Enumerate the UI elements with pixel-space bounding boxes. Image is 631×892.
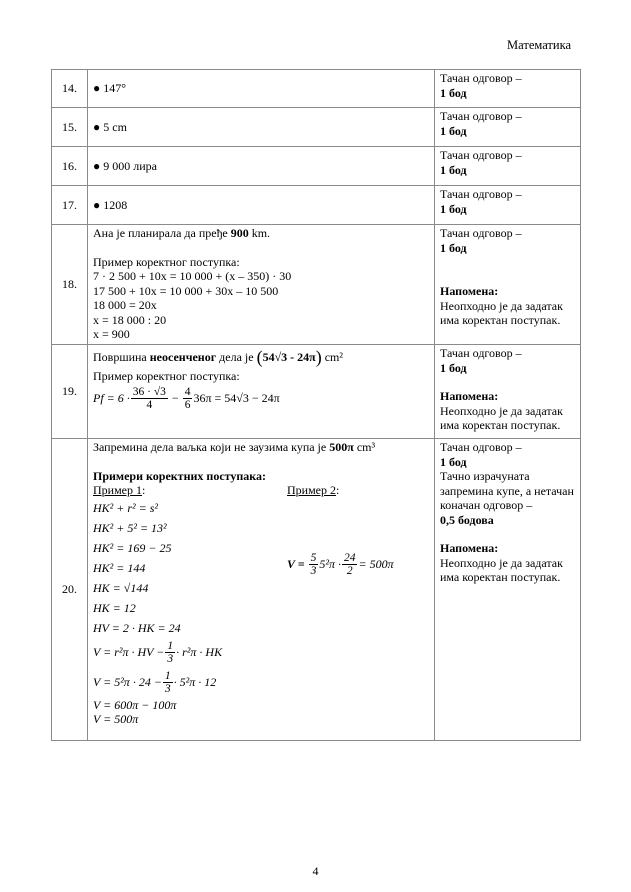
solution-step: x = 900 [93, 327, 130, 341]
points-cell: Тачан одговор – 1 бод [435, 147, 581, 186]
task-number: 19. [52, 345, 88, 439]
table-row [52, 345, 581, 439]
points-cell: Тачан одговор – 1 бод Напомена: Неопходно је да задатак има коректан поступак. [435, 345, 581, 439]
task-number: 20. [52, 439, 88, 741]
points-cell: Тачан одговор – 1 бод [435, 70, 581, 108]
answer-cell: ● 9 000 лира [88, 147, 435, 186]
table-row [52, 70, 581, 108]
answer-cell: Ана је планирала да пређе 900 km. Пример коректног поступка: 7 · 2 500 + 10x = 10 000 + (x – 350) · 30 17 500 + 10x = 10 000 + 30x – 10 500 18 000 = 20x x = 18 000 : 20 x = 900 [88, 225, 435, 345]
points-cell: Тачан одговор – 1 бод [435, 186, 581, 225]
partial-credit-points: 0,5 бодова [440, 512, 494, 527]
example-2: Пример 2: V = $\frac{5}{3}$ 5²π · $\frac{24}{2}$ = 500π [287, 483, 394, 577]
points-cell: Тачан одговор – 1 бод [435, 108, 581, 147]
answer-cell: Запремина дела ваљка који не заузима купа је 500π cm³ Примери коректних поступака: Пример 1: HK² + r² = s² HK² + 5² = 13² HK² = 169 − 25 HK² = 144 HK = √144 HK = 12 HV = 2 · HK = 24 V = r²π · HV − $\frac{1}{3}$ · r²π · HK V = 5²π · 24 − $\frac{1}{3}$ · 5²π · 12 V = 600π − 100π V = 500π Пример 2: V = $\frac{5}{3}$ 5²π · $\frac{24}{2}$ = 500π [88, 439, 435, 741]
formula: Pf = 6 · $\frac{36 \cdot √3}{4}$ − $\frac{4}{6}$ 36π = 54√3 − 24π [93, 385, 280, 411]
table-row [52, 439, 581, 741]
task-number: 18. [52, 225, 88, 345]
points-cell: Тачан одговор – 1 бод Напомена: Неопходно је да задатак има коректан поступак. [435, 225, 581, 345]
examples-label: Примери коректних поступака: [93, 468, 267, 483]
partial-credit-text: Тачно израчуната запремина купе, а нетачан коначан одговор – [440, 469, 574, 512]
answer-value: 54√3 - 24π [262, 350, 316, 364]
note-label: Напомена: [440, 284, 499, 298]
task-number: 15. [52, 108, 88, 147]
task-number: 16. [52, 147, 88, 186]
task-number: 17. [52, 186, 88, 225]
solution-step: x = 18 000 : 20 [93, 312, 167, 327]
page-header-subject: Математика [507, 38, 571, 52]
table-row [52, 225, 581, 345]
page-number: 4 [312, 864, 319, 878]
answer-cell: ● 5 cm [88, 108, 435, 147]
solution-step: 18 000 = 20x [93, 298, 157, 312]
solution-step: 17 500 + 10x = 10 000 + 30x – 10 500 [93, 283, 279, 298]
note-text: Неопходно је да задатак има коректан поступак. [440, 555, 563, 584]
task-number: 14. [52, 70, 88, 108]
answer-cell: Површина неосенченог дела је (54√3 - 24π) cm² Пример коректног поступка: Pf = 6 · $\frac{36 \cdot √3}{4}$ − $\frac{4}{6}$ 36π = 54√3 − 24π [88, 345, 435, 439]
example-label: Пример коректног поступка: [93, 368, 240, 383]
table-row [52, 108, 581, 147]
note-label: Напомена: [440, 389, 499, 403]
answer-key-table [51, 69, 581, 741]
note-label: Напомена: [440, 541, 499, 555]
note-text: Неопходно је да задатак има коректан поступак. [440, 298, 563, 327]
points-cell: Тачан одговор – 1 бод Тачно израчуната запремина купе, а нетачан коначан одговор – 0,5 бодова Напомена: Неопходно је да задатак има коректан поступак. [435, 439, 581, 741]
solution-step: 7 · 2 500 + 10x = 10 000 + (x – 350) · 30 [93, 269, 292, 283]
table-row [52, 186, 581, 225]
note-text: Неопходно је да задатак има коректан поступак. [440, 403, 563, 432]
answer-cell: ● 1208 [88, 186, 435, 225]
example-label: Пример коректног поступка: [93, 254, 240, 269]
table-row [52, 147, 581, 186]
answer-cell: ● 147° [88, 70, 435, 108]
example-1: Пример 1: HK² + r² = s² HK² + 5² = 13² HK² = 169 − 25 HK² = 144 HK = √144 HK = 12 HV = 2 · HK = 24 V = r²π · HV − $\frac{1}{3}$ · r²π · HK V = 5²π · 24 − $\frac{1}{3}$ · 5²π · 12 V = 600π − 100π V = 500π [93, 483, 223, 726]
